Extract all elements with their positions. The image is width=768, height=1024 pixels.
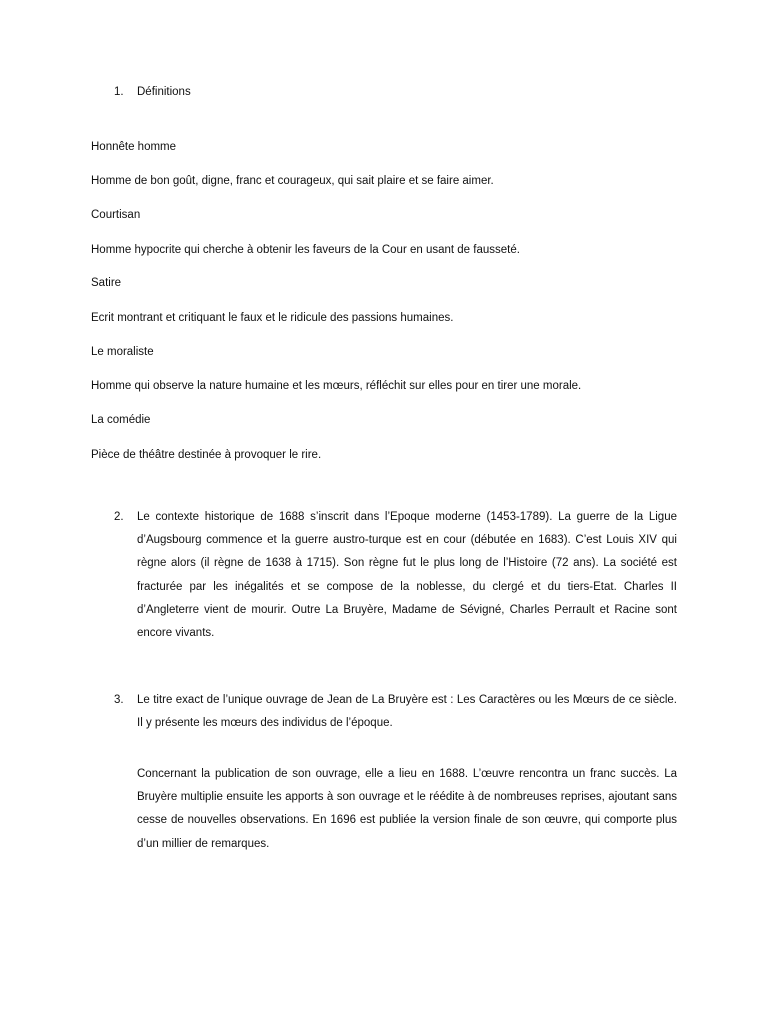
definition-text-comedie: Pièce de théâtre destinée à provoquer le rire. [91, 449, 322, 461]
section-1-number: 1. [114, 86, 124, 98]
section-3-paragraph-2: Concernant la publication de son ouvrage, elle a lieu en 1688. L’œuvre rencontra un franc succès. La Bruyère multiplie ensuite les apports à son ouvrage et le réédite à de nombreuses reprises, ajoutant sans cesse de nouvelles observations. En 1696 est publiée la version finale de son œuvre, qui comporte plus d’un millier de remarques. [137, 768, 677, 850]
section-3-number: 3. [114, 694, 124, 706]
section-1-title: Définitions [137, 86, 191, 98]
section-2-number: 2. [114, 511, 124, 523]
section-3-paragraph-1: Le titre exact de l’unique ouvrage de Jean de La Bruyère est : Les Caractères ou les Mœurs de ce siècle. Il y présente les mœurs des individus de l’époque. [137, 694, 677, 730]
definition-text-honnete-homme: Homme de bon goût, digne, franc et courageux, qui sait plaire et se faire aimer. [91, 175, 494, 187]
definition-text-courtisan: Homme hypocrite qui cherche à obtenir les faveurs de la Cour en usant de fausseté. [91, 244, 520, 256]
section-2-paragraph: Le contexte historique de 1688 s’inscrit dans l’Epoque moderne (1453-1789). La guerre de la Ligue d’Augsbourg commence et la guerre austro-turque est en cour (débutée en 1683). C’est Louis XIV qui règne alors (il règne de 1638 à 1715). Son règne fut le plus long de l’Histoire (72 ans). La société est fracturée par les inégalités et se compose de la noblesse, du clergé et du tiers-Etat. Charles II d’Angleterre vient de mourir. Outre La Bruyère, Madame de Sévigné, Charles Perrault et Racine sont encore vivants. [137, 511, 677, 640]
definition-term-honnete-homme: Honnête homme [91, 141, 177, 153]
definition-term-satire: Satire [91, 277, 122, 289]
definition-term-courtisan: Courtisan [91, 209, 141, 221]
definition-text-satire: Ecrit montrant et critiquant le faux et le ridicule des passions humaines. [91, 312, 454, 324]
definition-term-comedie: La comédie [91, 414, 151, 426]
definition-text-moraliste: Homme qui observe la nature humaine et les mœurs, réfléchit sur elles pour en tirer une morale. [91, 380, 582, 392]
definition-term-moraliste: Le moraliste [91, 346, 154, 358]
